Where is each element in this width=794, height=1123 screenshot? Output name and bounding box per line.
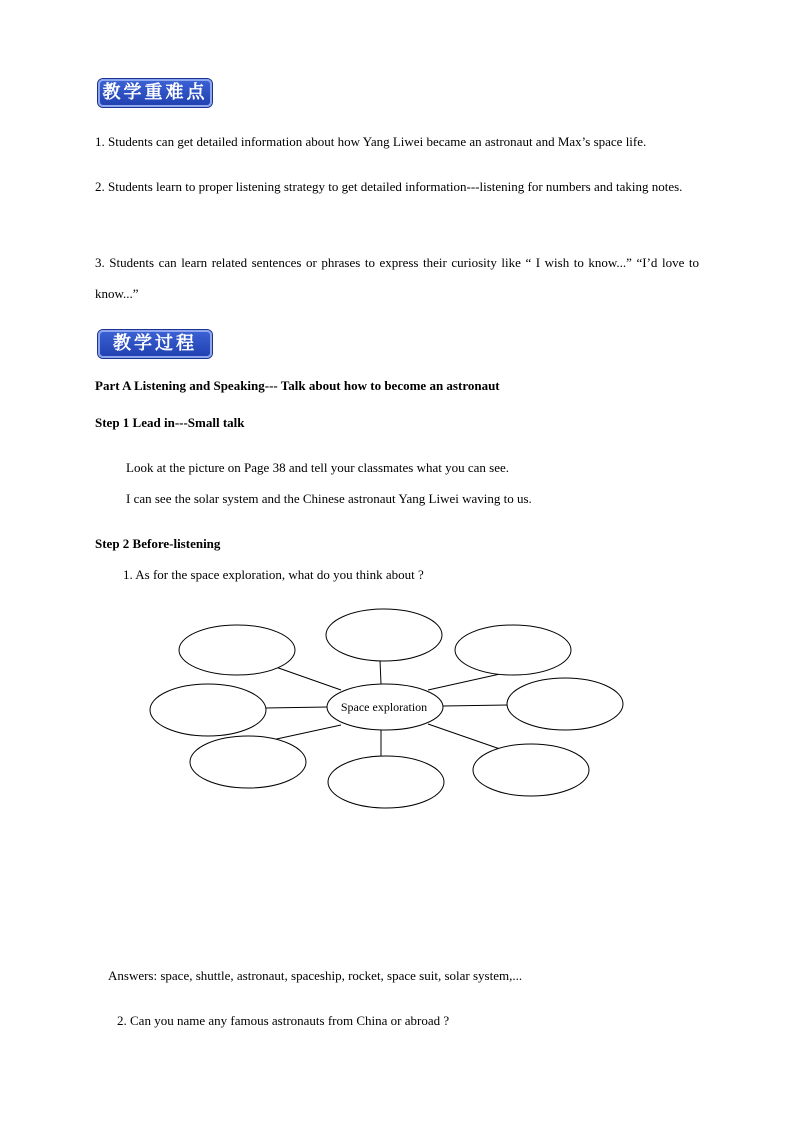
spoke-line xyxy=(270,665,341,690)
blank-oval xyxy=(150,684,266,736)
step1-sample-answer: I can see the solar system and the Chinese astronaut Yang Liwei waving to us. xyxy=(126,491,532,506)
section-badge-difficulties: 教学重难点 xyxy=(98,79,212,107)
objective-2: 2. Students learn to proper listening strategy to get detailed information---listening for numbers and taking notes. xyxy=(95,179,683,194)
blank-oval xyxy=(190,736,306,788)
objective-1: 1. Students can get detailed information about how Yang Liwei became an astronaut and Max’s space life. xyxy=(95,134,647,149)
step1-heading: Step 1 Lead in---Small talk xyxy=(95,415,245,430)
part-a-heading: Part A Listening and Speaking--- Talk about how to become an astronaut xyxy=(95,378,500,393)
center-label: Space exploration xyxy=(340,700,428,714)
blank-oval xyxy=(455,625,571,675)
objective-3: 3. Students can learn related sentences or phrases to express their curiosity like “ I wish to know...” “I’d love to know...” xyxy=(95,255,699,301)
blank-oval xyxy=(473,744,589,796)
blank-oval xyxy=(328,756,444,808)
spoke-line xyxy=(443,705,508,706)
spoke-line xyxy=(265,707,328,708)
blank-oval xyxy=(326,609,442,661)
spoke-line xyxy=(428,674,500,690)
step1-instruction: Look at the picture on Page 38 and tell your classmates what you can see. xyxy=(126,460,510,475)
blank-oval xyxy=(507,678,623,730)
section-badge-process: 教学过程 xyxy=(98,330,212,358)
spoke-line xyxy=(380,660,381,684)
blank-oval xyxy=(179,625,295,675)
step2-heading: Step 2 Before-listening xyxy=(95,536,221,551)
spoke-line xyxy=(428,724,500,749)
step2-answers: Answers: space, shuttle, astronaut, spaceship, rocket, space suit, solar system,... xyxy=(108,968,523,983)
step2-question-1: 1. As for the space exploration, what do you think about ? xyxy=(123,567,424,582)
step2-question-2: 2. Can you name any famous astronauts from China or abroad ? xyxy=(117,1013,450,1028)
spoke-line xyxy=(272,725,341,740)
